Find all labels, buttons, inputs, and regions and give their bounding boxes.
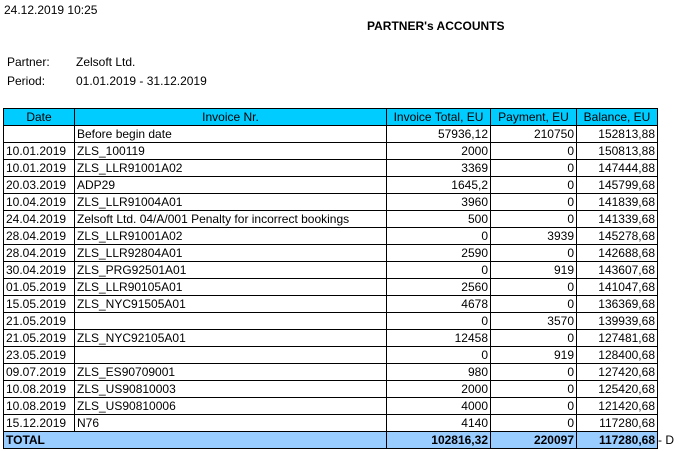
balance-cell: 141839,68	[577, 194, 658, 211]
balance-cell: 127420,68	[577, 364, 658, 381]
table-row	[4, 415, 658, 432]
date-cell	[4, 126, 75, 143]
date-cell: 09.07.2019	[4, 364, 75, 381]
invoice-nr-cell: ZLS_ES90709001	[75, 364, 387, 381]
invoice-nr-cell: Zelsoft Ltd. 04/A/001 Penalty for incorrect bookings	[75, 211, 387, 228]
balance-cell: 150813,88	[577, 143, 658, 160]
table-header	[4, 109, 658, 126]
payment-cell: 0	[491, 398, 577, 415]
date-cell: 21.05.2019	[4, 330, 75, 347]
date-cell: 15.05.2019	[4, 296, 75, 313]
invoice-total-cell: 0	[387, 262, 491, 279]
invoice-total-cell: 0	[387, 313, 491, 330]
invoice-total-cell: 2590	[387, 245, 491, 262]
invoice-total-cell: 500	[387, 211, 491, 228]
table-row	[4, 347, 658, 364]
table-row	[4, 194, 658, 211]
invoice-total-cell: 3369	[387, 160, 491, 177]
payment-cell: 0	[491, 364, 577, 381]
report-title: PARTNER's ACCOUNTS	[367, 19, 505, 33]
table-row	[4, 143, 658, 160]
balance-cell: 139939,68	[577, 313, 658, 330]
header-row	[4, 109, 658, 126]
balance-cell: 125420,68	[577, 381, 658, 398]
total-balance: 117280,68	[577, 432, 658, 449]
table-row	[4, 177, 658, 194]
invoice-total-cell: 980	[387, 364, 491, 381]
invoice-nr-cell: ZLS_US90810003	[75, 381, 387, 398]
column-header-invoice-nr: Invoice Nr.	[75, 109, 387, 126]
invoice-nr-cell: ADP29	[75, 177, 387, 194]
invoice-total-cell: 4140	[387, 415, 491, 432]
balance-suffix: - D	[658, 433, 674, 447]
table-row	[4, 279, 658, 296]
date-cell: 10.04.2019	[4, 194, 75, 211]
table-row	[4, 211, 658, 228]
date-cell: 15.12.2019	[4, 415, 75, 432]
date-cell: 24.04.2019	[4, 211, 75, 228]
report-timestamp: 24.12.2019 10:25	[4, 3, 98, 17]
table-row	[4, 160, 658, 177]
invoice-nr-cell: ZLS_LLR91001A02	[75, 228, 387, 245]
period-value: 01.01.2019 - 31.12.2019	[76, 74, 207, 88]
invoice-total-cell: 1645,2	[387, 177, 491, 194]
table-row	[4, 381, 658, 398]
date-cell: 20.03.2019	[4, 177, 75, 194]
payment-cell: 919	[491, 262, 577, 279]
invoice-nr-cell: ZLS_100119	[75, 143, 387, 160]
date-cell: 28.04.2019	[4, 228, 75, 245]
invoice-total-cell: 2000	[387, 381, 491, 398]
accounts-table	[3, 108, 658, 449]
payment-cell: 0	[491, 194, 577, 211]
table-row	[4, 313, 658, 330]
balance-cell: 121420,68	[577, 398, 658, 415]
partner-label: Partner:	[7, 55, 50, 69]
invoice-nr-cell: ZLS_PRG92501A01	[75, 262, 387, 279]
payment-cell: 0	[491, 245, 577, 262]
invoice-nr-cell: ZLS_US90810006	[75, 398, 387, 415]
invoice-total-cell: 12458	[387, 330, 491, 347]
balance-cell: 141339,68	[577, 211, 658, 228]
invoice-total-cell: 3960	[387, 194, 491, 211]
payment-cell: 0	[491, 279, 577, 296]
payment-cell: 0	[491, 330, 577, 347]
invoice-nr-cell: Before begin date	[75, 126, 387, 143]
date-cell: 30.04.2019	[4, 262, 75, 279]
partner-value: Zelsoft Ltd.	[76, 55, 136, 69]
invoice-total-cell: 2560	[387, 279, 491, 296]
table-row	[4, 262, 658, 279]
invoice-total-cell: 0	[387, 228, 491, 245]
balance-cell: 128400,68	[577, 347, 658, 364]
invoice-nr-cell	[75, 347, 387, 364]
balance-cell: 141047,68	[577, 279, 658, 296]
date-cell: 10.08.2019	[4, 398, 75, 415]
balance-cell: 145799,68	[577, 177, 658, 194]
invoice-total-cell: 2000	[387, 143, 491, 160]
payment-cell: 0	[491, 211, 577, 228]
table-row	[4, 126, 658, 143]
payment-cell: 919	[491, 347, 577, 364]
payment-cell: 0	[491, 143, 577, 160]
balance-cell: 147444,88	[577, 160, 658, 177]
total-label: TOTAL	[4, 432, 387, 449]
balance-cell: 145278,68	[577, 228, 658, 245]
invoice-total-cell: 4000	[387, 398, 491, 415]
balance-cell: 142688,68	[577, 245, 658, 262]
date-cell: 28.04.2019	[4, 245, 75, 262]
date-cell: 21.05.2019	[4, 313, 75, 330]
invoice-nr-cell: ZLS_LLR90105A01	[75, 279, 387, 296]
payment-cell: 3570	[491, 313, 577, 330]
payment-cell: 0	[491, 177, 577, 194]
date-cell: 10.01.2019	[4, 143, 75, 160]
table-footer	[4, 432, 658, 449]
invoice-nr-cell: ZLS_NYC92105A01	[75, 330, 387, 347]
column-header-invoice-total: Invoice Total, EU	[387, 109, 491, 126]
period-label: Period:	[7, 74, 46, 88]
invoice-nr-cell: ZLS_NYC91505A01	[75, 296, 387, 313]
invoice-total-cell: 57936,12	[387, 126, 491, 143]
balance-cell: 136369,68	[577, 296, 658, 313]
payment-cell: 0	[491, 296, 577, 313]
date-cell: 23.05.2019	[4, 347, 75, 364]
table-row	[4, 296, 658, 313]
column-header-payment: Payment, EU	[491, 109, 577, 126]
total-payment: 220097	[491, 432, 577, 449]
date-cell: 01.05.2019	[4, 279, 75, 296]
table-row	[4, 364, 658, 381]
balance-cell: 143607,68	[577, 262, 658, 279]
table-row	[4, 228, 658, 245]
balance-cell: 127481,68	[577, 330, 658, 347]
payment-cell: 0	[491, 415, 577, 432]
payment-cell: 0	[491, 160, 577, 177]
table-body	[4, 126, 658, 432]
table-row	[4, 398, 658, 415]
total-invoice: 102816,32	[387, 432, 491, 449]
invoice-nr-cell: ZLS_LLR92804A01	[75, 245, 387, 262]
column-header-balance: Balance, EU	[577, 109, 658, 126]
invoice-nr-cell: ZLS_LLR91001A02	[75, 160, 387, 177]
invoice-nr-cell: N76	[75, 415, 387, 432]
balance-cell: 152813,88	[577, 126, 658, 143]
payment-cell: 210750	[491, 126, 577, 143]
table-row	[4, 245, 658, 262]
invoice-nr-cell	[75, 313, 387, 330]
invoice-nr-cell: ZLS_LLR91004A01	[75, 194, 387, 211]
balance-cell: 117280,68	[577, 415, 658, 432]
date-cell: 10.01.2019	[4, 160, 75, 177]
total-row	[4, 432, 658, 449]
column-header-date: Date	[4, 109, 75, 126]
invoice-total-cell: 0	[387, 347, 491, 364]
date-cell: 10.08.2019	[4, 381, 75, 398]
invoice-total-cell: 4678	[387, 296, 491, 313]
table-row	[4, 330, 658, 347]
payment-cell: 3939	[491, 228, 577, 245]
payment-cell: 0	[491, 381, 577, 398]
